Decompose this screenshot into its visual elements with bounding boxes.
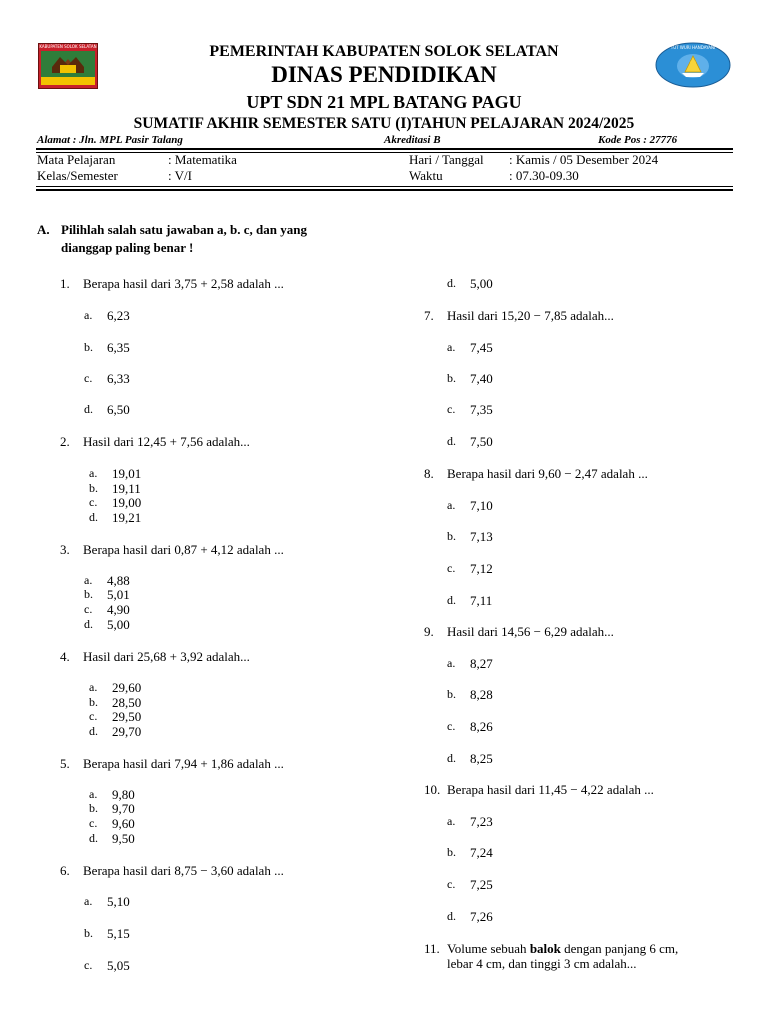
option-value: 7,40	[470, 371, 493, 386]
option-letter: a.	[89, 787, 98, 801]
option-letter: d.	[84, 617, 93, 631]
option-value: 7,25	[470, 877, 493, 892]
subject-value: : Matematika	[168, 152, 237, 167]
header-exam-title: SUMATIF AKHIR SEMESTER SATU (I)TAHUN PELAJARAN 2024/2025	[133, 115, 635, 132]
option-value: 8,28	[470, 687, 493, 702]
question-text: Berapa hasil dari 0,87 + 4,12 adalah ...	[83, 542, 284, 557]
class-value: : V/I	[168, 168, 192, 183]
option-letter: a.	[84, 573, 93, 587]
option-value: 5,00	[470, 276, 493, 291]
option-value: 7,45	[470, 340, 493, 355]
option-value: 7,50	[470, 434, 493, 449]
header-address: Alamat : Jln. MPL Pasir Talang	[37, 134, 183, 146]
option-value: 7,23	[470, 814, 493, 829]
option-letter: b.	[89, 801, 98, 815]
option-value: 6,35	[107, 340, 130, 355]
question-text: Hasil dari 12,45 + 7,56 adalah...	[83, 434, 250, 449]
option-letter: a.	[89, 680, 98, 694]
option-value: 9,80	[112, 787, 135, 802]
section-instruction-line2: dianggap paling benar !	[61, 240, 194, 255]
question-number: 3.	[60, 542, 70, 557]
option-letter: c.	[89, 709, 98, 723]
option-letter: b.	[84, 340, 93, 354]
option-letter: d.	[89, 831, 98, 845]
option-letter: b.	[89, 695, 98, 709]
option-value: 6,33	[107, 371, 130, 386]
option-letter: a.	[89, 466, 98, 480]
option-letter: c.	[84, 602, 93, 616]
option-letter: c.	[447, 402, 456, 416]
option-value: 4,88	[107, 573, 130, 588]
question-text: Berapa hasil dari 3,75 + 2,58 adalah ...	[83, 276, 284, 291]
header-school: UPT SDN 21 MPL BATANG PAGU	[246, 92, 522, 112]
option-letter: d.	[447, 434, 456, 448]
question-text: Berapa hasil dari 11,45 − 4,22 adalah ...	[447, 782, 654, 797]
option-value: 8,27	[470, 656, 493, 671]
option-letter: a.	[447, 656, 456, 670]
question-number: 2.	[60, 434, 70, 449]
option-value: 5,10	[107, 894, 130, 909]
option-value: 7,24	[470, 845, 493, 860]
option-letter: a.	[447, 498, 456, 512]
question-text: Hasil dari 15,20 − 7,85 adalah...	[447, 308, 614, 323]
header-government: PEMERINTAH KABUPATEN SOLOK SELATAN	[209, 43, 559, 60]
option-value: 19,21	[112, 510, 142, 525]
question-text: Berapa hasil dari 9,60 − 2,47 adalah ...	[447, 466, 648, 481]
option-letter: b.	[447, 687, 456, 701]
question-number: 11.	[424, 941, 440, 956]
option-letter: d.	[447, 276, 456, 290]
question-number: 10.	[424, 782, 441, 797]
info-divider-bottom-thick	[36, 189, 733, 191]
question-text: Hasil dari 14,56 − 6,29 adalah...	[447, 624, 614, 639]
option-value: 9,70	[112, 801, 135, 816]
option-letter: c.	[89, 495, 98, 509]
time-label: Waktu	[409, 168, 443, 183]
question-text-start: Volume sebuah	[447, 941, 530, 956]
section-instruction-line1: Pilihlah salah satu jawaban a, b. c, dan yang	[61, 222, 307, 237]
option-value: 7,10	[470, 498, 493, 513]
section-letter: A.	[37, 222, 50, 237]
question-number: 6.	[60, 863, 70, 878]
option-letter: b.	[84, 587, 93, 601]
option-value: 19,00	[112, 495, 142, 510]
question-text-continued: lebar 4 cm, dan tinggi 3 cm adalah...	[447, 956, 637, 971]
option-letter: d.	[447, 909, 456, 923]
question-number: 7.	[424, 308, 434, 323]
option-letter: a.	[447, 340, 456, 354]
option-letter: c.	[89, 816, 98, 830]
option-value: 28,50	[112, 695, 142, 710]
tut-wuri-logo-text: TUT WURI HANDAYANI	[670, 45, 716, 50]
option-value: 19,01	[112, 466, 142, 481]
option-letter: c.	[84, 958, 93, 972]
option-letter: b.	[447, 371, 456, 385]
option-letter: c.	[447, 561, 456, 575]
time-value: : 07.30-09.30	[509, 168, 579, 183]
date-label: Hari / Tanggal	[409, 152, 484, 167]
option-value: 8,26	[470, 719, 493, 734]
header-accreditation: Akreditasi B	[384, 134, 441, 146]
option-letter: c.	[84, 371, 93, 385]
option-value: 9,60	[112, 816, 135, 831]
option-value: 29,50	[112, 709, 142, 724]
option-letter: b.	[447, 529, 456, 543]
option-letter: a.	[84, 894, 93, 908]
option-letter: b.	[89, 481, 98, 495]
option-value: 9,50	[112, 831, 135, 846]
question-number: 4.	[60, 649, 70, 664]
option-value: 7,35	[470, 402, 493, 417]
option-letter: c.	[447, 877, 456, 891]
question-text	[447, 941, 678, 957]
option-value: 7,11	[470, 593, 493, 608]
option-value: 29,60	[112, 680, 142, 695]
option-value: 5,05	[107, 958, 130, 973]
question-text-end: dengan panjang 6 cm,	[560, 941, 679, 956]
option-value: 5,00	[107, 617, 130, 632]
question-text: Berapa hasil dari 7,94 + 1,86 adalah ...	[83, 756, 284, 771]
question-number: 8.	[424, 466, 434, 481]
option-letter: b.	[447, 845, 456, 859]
option-letter: a.	[84, 308, 93, 322]
subject-label: Mata Pelajaran	[37, 152, 116, 167]
option-letter: c.	[447, 719, 456, 733]
header-postal-code: Kode Pos : 27776	[598, 134, 678, 146]
option-value: 5,01	[107, 587, 130, 602]
option-value: 7,13	[470, 529, 493, 544]
option-value: 29,70	[112, 724, 142, 739]
header-divider-top	[36, 148, 733, 150]
option-letter: d.	[84, 402, 93, 416]
option-letter: a.	[447, 814, 456, 828]
option-value: 7,12	[470, 561, 493, 576]
kabupaten-logo-text: KABUPATEN SOLOK SELATAN	[39, 44, 97, 49]
option-value: 6,23	[107, 308, 130, 323]
option-value: 6,50	[107, 402, 130, 417]
option-letter: d.	[89, 724, 98, 738]
info-divider-bottom	[36, 186, 733, 187]
option-value: 8,25	[470, 751, 493, 766]
date-value: : Kamis / 05 Desember 2024	[509, 152, 659, 167]
question-number: 5.	[60, 756, 70, 771]
question-text: Berapa hasil dari 8,75 − 3,60 adalah ...	[83, 863, 284, 878]
question-number: 9.	[424, 624, 434, 639]
option-letter: b.	[84, 926, 93, 940]
question-text: Hasil dari 25,68 + 3,92 adalah...	[83, 649, 250, 664]
option-letter: d.	[447, 593, 456, 607]
option-letter: d.	[89, 510, 98, 524]
option-value: 5,15	[107, 926, 130, 941]
question-keyword: balok	[529, 941, 561, 956]
option-value: 19,11	[112, 481, 141, 496]
option-value: 7,26	[470, 909, 493, 924]
class-label: Kelas/Semester	[37, 168, 118, 183]
header-department: DINAS PENDIDIKAN	[271, 62, 497, 87]
question-number: 1.	[60, 276, 70, 291]
option-letter: d.	[447, 751, 456, 765]
option-value: 4,90	[107, 602, 130, 617]
